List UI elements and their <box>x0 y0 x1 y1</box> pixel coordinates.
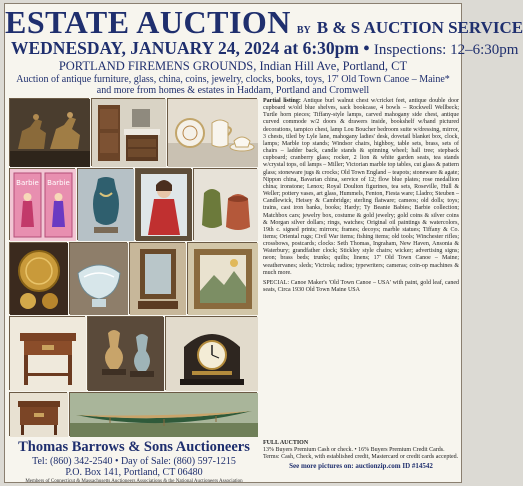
auction-title: ESTATE AUCTION <box>5 4 291 40</box>
photo-gold-coins <box>9 242 67 314</box>
photo-fine-china-set <box>167 98 257 166</box>
listing-paragraph: Antique burl walnut chest w/cricket feet, antique double door cupboard w/old blue shelves, sack bookcase, 4 bowls – Rockwell Wellbeck; Turtle horn pieces; Tiffany-style lamps, carved mahogany side chest, antique curved commode w/2 doors & drawers inside, bookshelf w/hand pictured decorations, tampico chest, lamp Lou Boucher bedroom suite w/dressing, mirror, 3 chests, tiled by Lyle lane, mahogany ladies' desk, dovetail blanket box, clock, lamps; Marble top stands; Windsor chairs, highboy, table sets, brass, sets of chairs – ladder back, candle stands & spinning wheel; hall tree; stepback cupboard; cranberry glass; rocker, 2 lion & white garden seats, tea stands w/crystal tops, oil lamps – Miller; Victorian marble top tables, cut glass & pattern glass; stoneware jugs & crocks; Old Town England – teapots; stoneware & agate; Nippon china, Bavarian china, service of 12; flow blue plates; rose medallion china; ironstone; Lenox; Royal Doulton figurines, tea sets, Roseville, Hull & Weller; pottery vases, art glass, Hummels, Fenton, Fiesta ware; Lladro; Steuben – Candlewick, Heisey & Cambridge; sterling flatware; cameos; old dolls; toys; trains, cast iron banks, books; Hardy; Ty Beanie Babies; Barbie collection; Matchbox cars; jewelry box, costume & gold jewelry; gold coins & silver coins & Morgan silver dollars; rings, watches; Original oil paintings & watercolors, 19th c. signed prints; mirrors; frames; decoys; marble statues; Tiffany & Co. items; Oriental rugs; Civil War items; fishing items; old tools; Winchester rifles; crossbows, postcards; clocks: Seth Thomas, Ingraham, New Haven, Ansonia & Waterbury; grandfather clock; Stickley style chairs; wicker; advertising signs; neon; brass beds; trunks; quilts; linens; 17' Old Town Canoe – Maine; weathervanes; sleds; Victrola; radios; typewriters; cameras; coin-op machines & much more. <box>263 98 459 276</box>
photo-antique-mirror <box>129 242 185 314</box>
auction-date-time: WEDNESDAY, JANUARY 24, 2024 at 6:30pm • <box>11 38 370 58</box>
photo-bronze-horse-sculptures <box>9 98 89 166</box>
by-label: BY <box>296 25 311 36</box>
auctioneer-contact <box>9 440 259 485</box>
terms-title: FULL AUCTION <box>263 440 309 446</box>
auction-location: PORTLAND FIREMENS GROUNDS, Indian Hill Ave, Portland, CT <box>58 59 408 73</box>
svg-text:Barbie: Barbie <box>16 179 39 187</box>
company-name: B & S AUCTION SERVICE <box>316 18 523 37</box>
mailing-address: P.O. Box 141, Portland, CT 06480 <box>65 467 203 478</box>
association-members: Members of Connecticut & Massachusetts Auctioneers Associations & the National Auctioneers Association <box>25 479 243 484</box>
photo-marble-top-chest <box>91 98 165 166</box>
photo-glass-bowl <box>69 242 127 314</box>
phone-numbers: Tel: (860) 342-2540 • Day of Sale: (860) 597-1215 <box>32 456 236 467</box>
headline <box>5 4 523 40</box>
item-listing <box>263 98 459 436</box>
photo-barbie-dolls <box>9 168 75 240</box>
auction-summary: Auction of antique furniture, glass, china, coins, jewelry, clocks, books, toys, 17' Old Town Canoe – Maine* and more from homes & estates in Haddam, Portland and Cromwell <box>16 74 450 96</box>
photo-framed-print <box>187 242 257 314</box>
photo-oil-lamps <box>87 316 163 390</box>
special-note: SPECIAL: Canoe Maker's 'Old Town Canoe – USA' with paint, gold leaf, caned seats, Circa 1930 Old Town Maine USA <box>263 279 459 294</box>
photo-old-town-canoe <box>69 392 257 436</box>
photo-side-table <box>9 316 85 390</box>
firm-name: Thomas Barrows & Sons Auctioneers <box>18 439 250 455</box>
terms-text: 13% Buyers Premium Cash or check. • 16% Buyers Premium Credit Cards. Terms: Cash, Check, with established credit, Mastercard or credit cards accepted. <box>263 447 459 461</box>
photo-woman-portrait-painting <box>135 168 191 240</box>
photo-antique-clock <box>165 316 257 390</box>
listing-lead: Partial listing: <box>263 98 301 104</box>
website-link[interactable]: See more pictures on: auctionzip.com ID #14542 <box>289 461 433 470</box>
auction-flyer <box>4 3 523 484</box>
terms-block <box>263 440 459 470</box>
photo-grid <box>9 98 257 436</box>
photo-pottery-pieces <box>193 168 257 240</box>
photo-small-chest <box>9 392 67 436</box>
photo-vase-figurine <box>77 168 133 240</box>
inspection-times: Inspections: 12–6:30pm <box>373 42 519 58</box>
date-time-line <box>11 38 519 58</box>
svg-text:Barbie: Barbie <box>47 179 70 187</box>
